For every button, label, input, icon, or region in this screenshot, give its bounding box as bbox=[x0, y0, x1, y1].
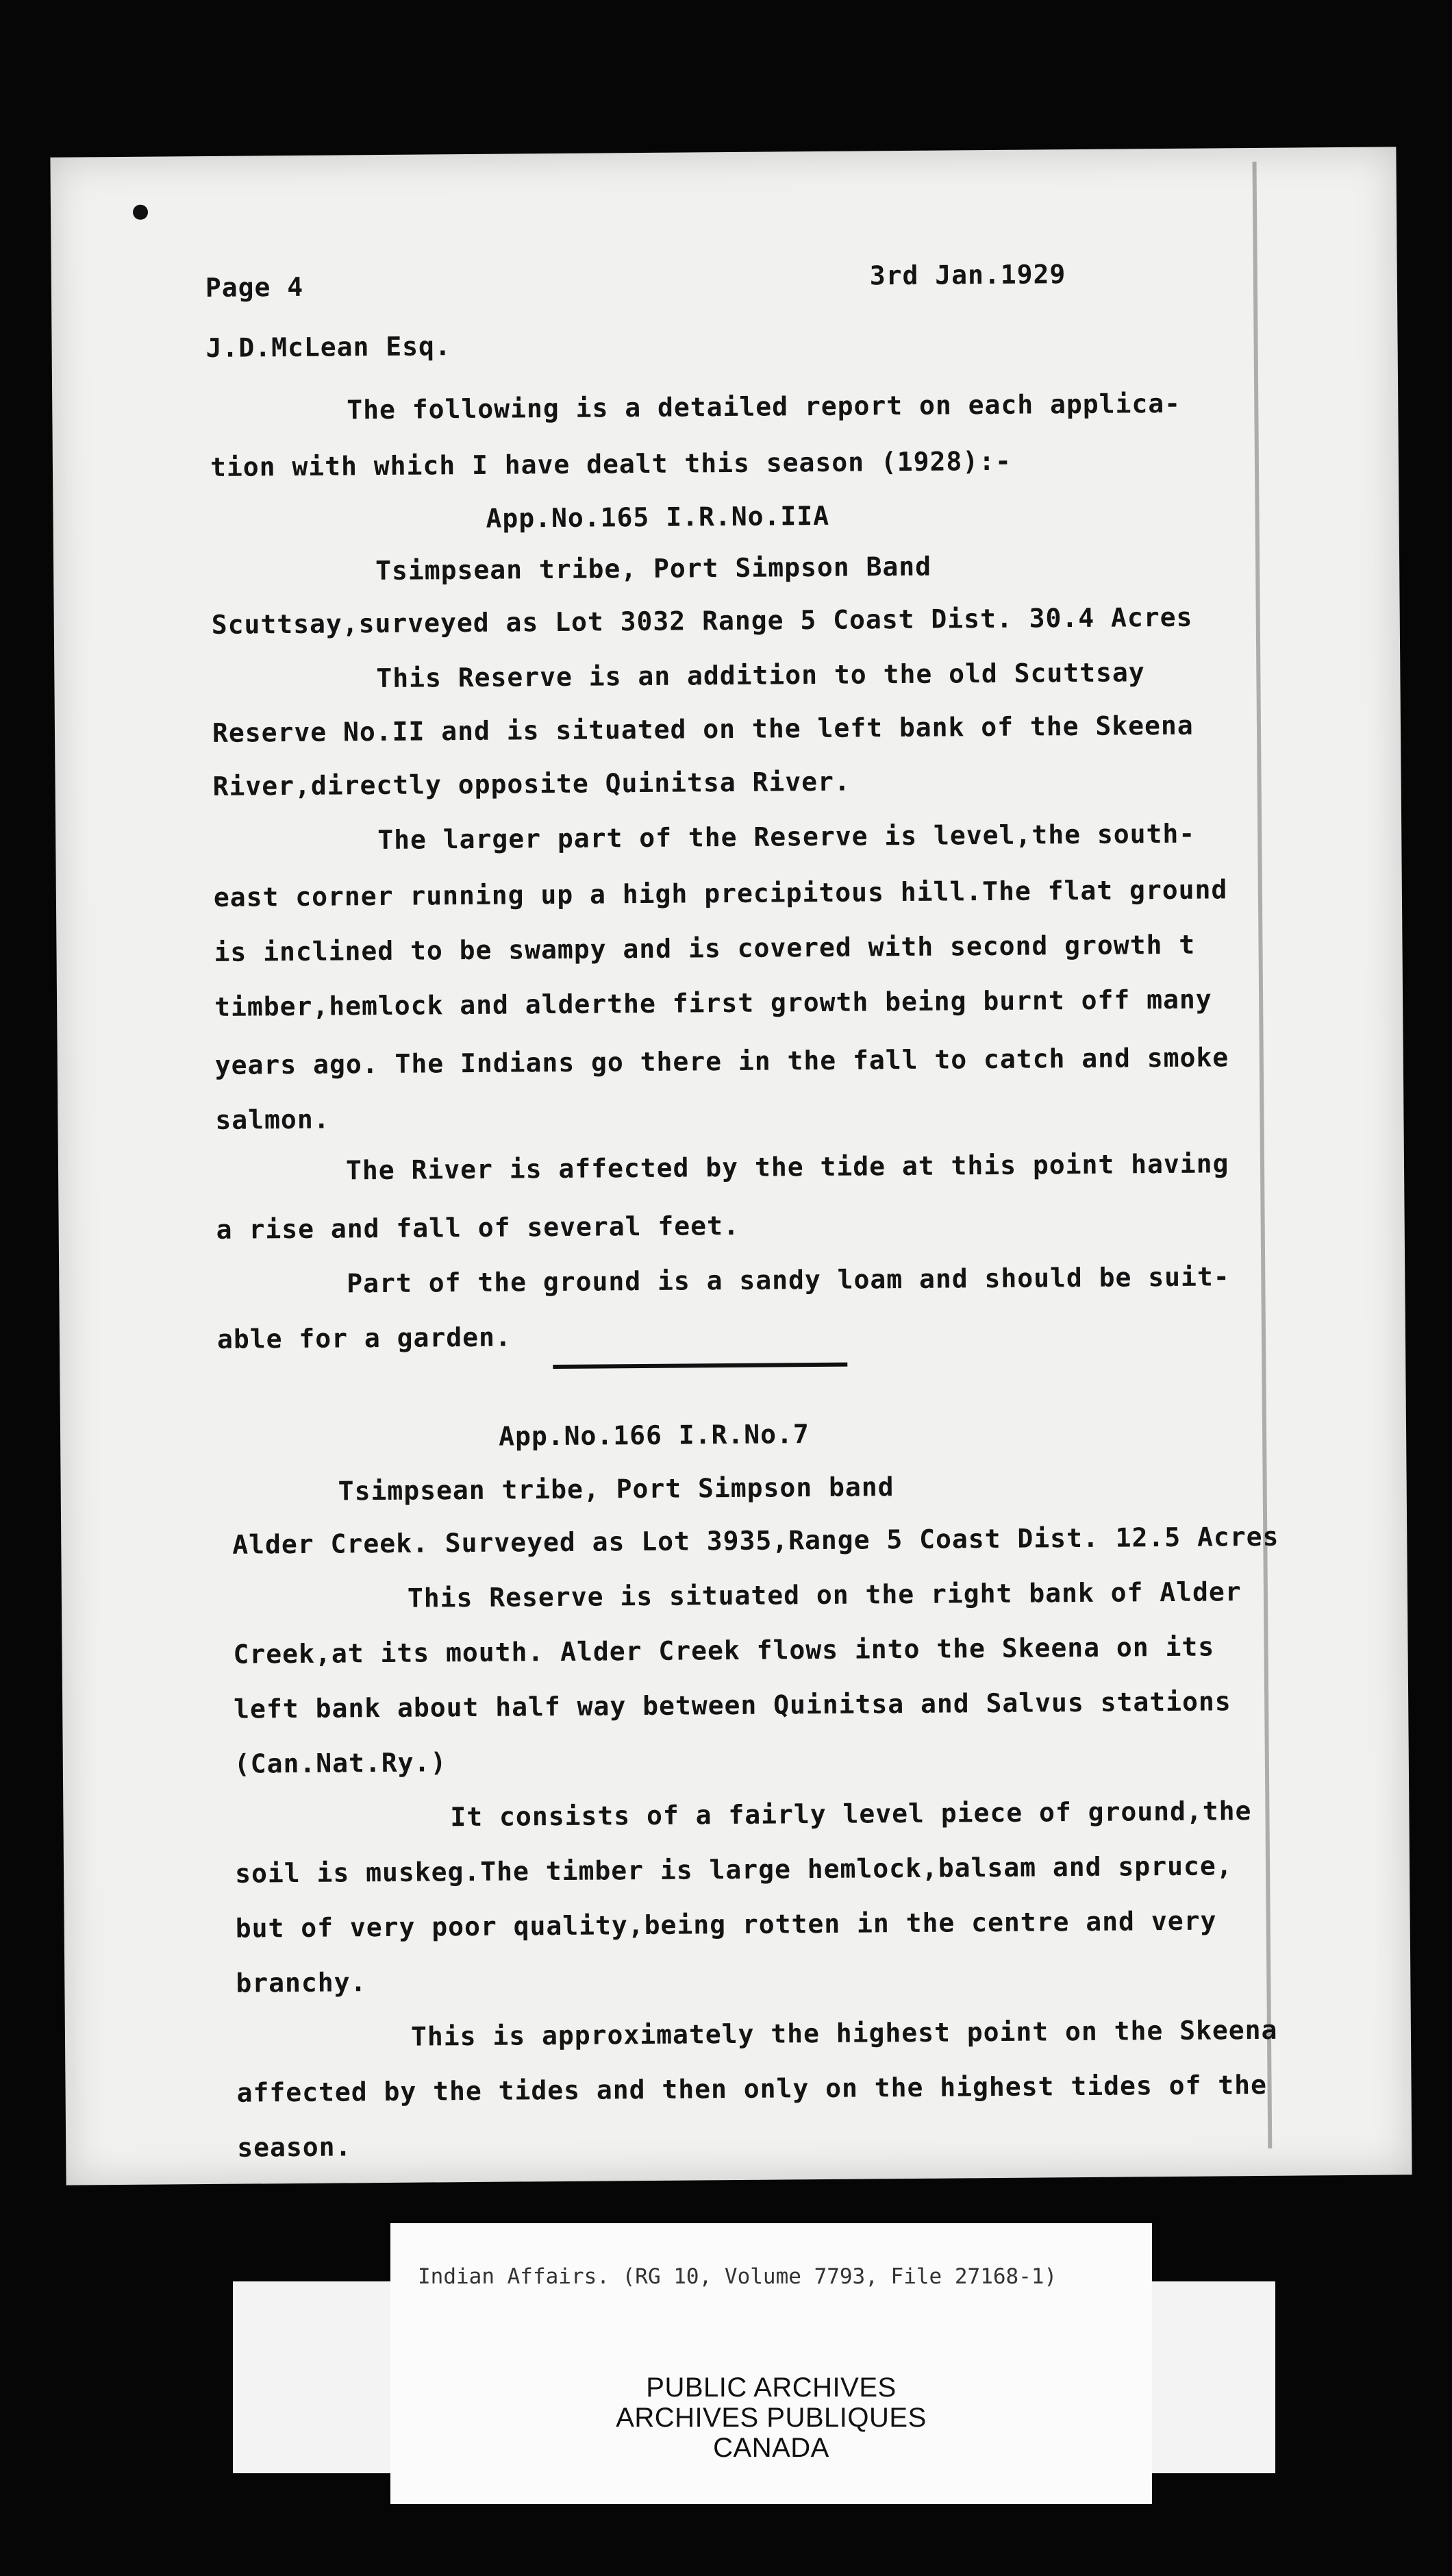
paragraph-line: Reserve No.II and is situated on the left bank of the Skeena bbox=[212, 710, 1194, 748]
section-divider bbox=[553, 1363, 847, 1369]
mount-paper-right bbox=[1152, 2281, 1275, 2473]
typed-page bbox=[50, 147, 1412, 2185]
paragraph-line: River,directly opposite Quinitsa River. bbox=[212, 766, 851, 802]
paragraph-line: This Reserve is situated on the right bank of Alder bbox=[407, 1576, 1242, 1613]
paragraph-line: season. bbox=[237, 2131, 352, 2163]
paragraph-line: able for a garden. bbox=[216, 1322, 512, 1354]
page-label: Page 4 bbox=[205, 271, 304, 303]
paragraph-line: but of very poor quality,being rotten in the centre and very bbox=[235, 1905, 1217, 1944]
archive-stamp-line: PUBLIC ARCHIVES bbox=[646, 2373, 897, 2403]
punch-hole bbox=[133, 205, 148, 220]
paragraph-line: The River is affected by the tide at this point having bbox=[345, 1148, 1229, 1186]
paper-fold bbox=[1253, 162, 1273, 2148]
paragraph-line: affected by the tides and then only on the highest tides of the bbox=[236, 2069, 1268, 2108]
paragraph-line: (Can.Nat.Ry.) bbox=[234, 1747, 447, 1779]
section-tribe: Tsimpsean tribe, Port Simpson Band bbox=[375, 551, 932, 586]
mount-paper-left bbox=[233, 2281, 390, 2473]
paragraph-line: branchy. bbox=[236, 1967, 367, 1998]
archive-stamp-card bbox=[390, 2223, 1152, 2504]
paragraph-line: timber,hemlock and alderthe first growth being burnt off many bbox=[214, 984, 1212, 1022]
paragraph-line: It consists of a fairly level piece of ground,the bbox=[450, 1796, 1252, 1833]
letter-date: 3rd Jan.1929 bbox=[869, 259, 1066, 291]
paragraph-line: soil is muskeg.The timber is large hemlock,balsam and spruce, bbox=[234, 1850, 1233, 1889]
intro-line: The following is a detailed report on each applica- bbox=[347, 388, 1181, 425]
paragraph-line: This Reserve is an addition to the old Scuttsay bbox=[376, 657, 1145, 694]
section-tribe: Tsimpsean tribe, Port Simpson band bbox=[338, 1472, 894, 1507]
section-survey: Alder Creek. Surveyed as Lot 3935,Range 5 Coast Dist. 12.5 Acres bbox=[232, 1521, 1279, 1560]
paragraph-line: a rise and fall of several feet. bbox=[216, 1210, 740, 1245]
paragraph-line: Creek,at its mouth. Alder Creek flows into the Skeena on its bbox=[233, 1631, 1215, 1670]
section-heading: App.No.166 I.R.No.7 bbox=[498, 1419, 810, 1452]
paragraph-line: salmon. bbox=[215, 1104, 330, 1135]
archive-reference: Indian Affairs. (RG 10, Volume 7793, File 27168-1) bbox=[418, 2264, 1057, 2289]
intro-line: tion with which I have dealt this season (1928):- bbox=[210, 445, 1012, 482]
paragraph-line: left bank about half way between Quinitsa and Salvus stations bbox=[234, 1686, 1231, 1724]
paragraph-line: east corner running up a high precipitous hill.The flat ground bbox=[213, 874, 1228, 913]
paragraph-line: This is approximately the highest point on the Skeena bbox=[410, 2014, 1278, 2052]
archive-stamp-line: ARCHIVES PUBLIQUES bbox=[616, 2403, 927, 2433]
archive-stamp-line: CANADA bbox=[713, 2433, 829, 2463]
paragraph-line: The larger part of the Reserve is level,the south- bbox=[377, 818, 1196, 856]
paragraph-line: is inclined to be swampy and is covered with second growth t bbox=[214, 929, 1196, 967]
paragraph-line: years ago. The Indians go there in the fall to catch and smoke bbox=[214, 1042, 1229, 1080]
section-survey: Scuttsay,surveyed as Lot 3032 Range 5 Coast Dist. 30.4 Acres bbox=[211, 602, 1193, 640]
addressee: J.D.McLean Esq. bbox=[205, 331, 451, 363]
section-heading: App.No.165 I.R.No.IIA bbox=[486, 500, 830, 534]
paragraph-line: Part of the ground is a sandy loam and should be suit- bbox=[347, 1261, 1230, 1299]
